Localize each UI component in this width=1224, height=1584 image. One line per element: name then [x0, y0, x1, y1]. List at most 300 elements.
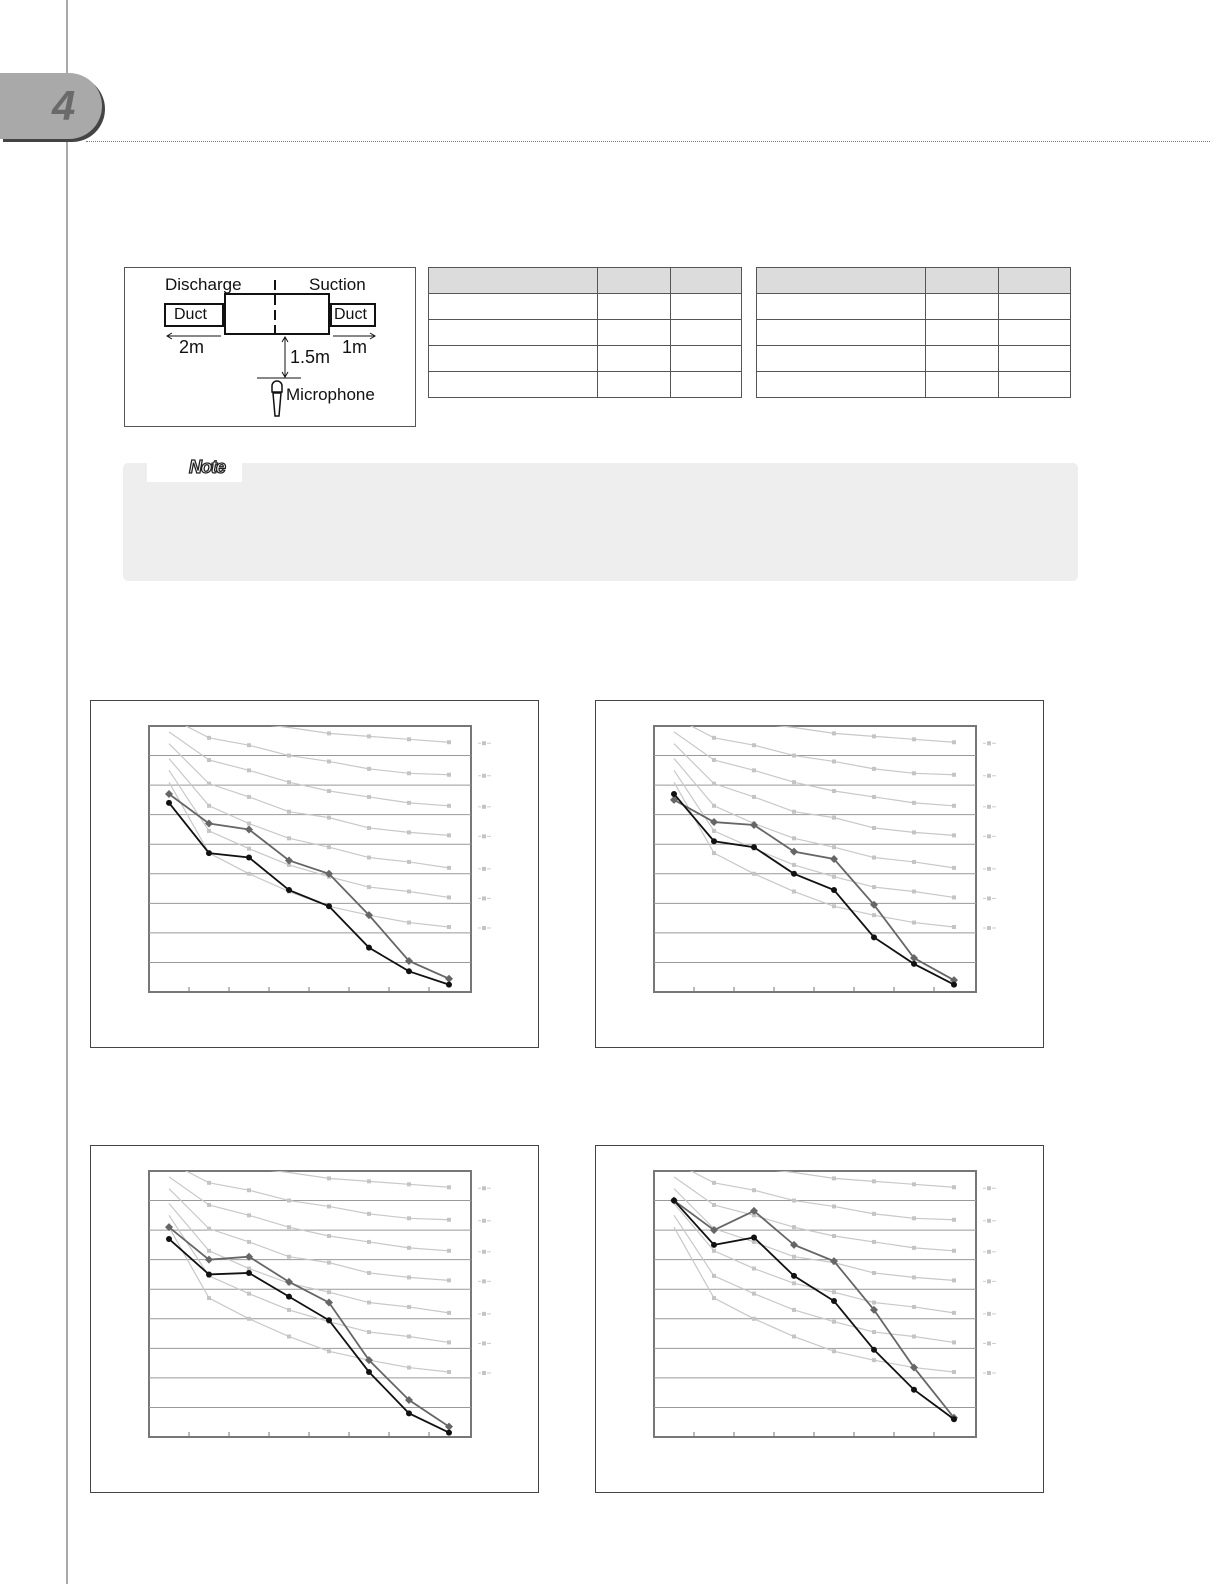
nc-curve-point [912, 1246, 916, 1250]
nc-curve-point [872, 1212, 876, 1216]
nc-curve-point [367, 1240, 371, 1244]
nc-curve-point [912, 1275, 916, 1279]
table-cell [757, 294, 926, 320]
nc-curve-marker [482, 1219, 486, 1223]
nc-curve-point [287, 1199, 291, 1203]
table-row [429, 346, 742, 372]
chart-plot-3 [91, 1146, 538, 1492]
nc-curve-point [712, 736, 716, 740]
nc-curve-point [407, 830, 411, 834]
nc-curve-point [792, 754, 796, 758]
nc-curve-point [872, 767, 876, 771]
series-1-point [671, 791, 677, 797]
nc-curve-point [247, 1240, 251, 1244]
nc-curve-point [792, 863, 796, 867]
nc-curve-point [367, 1271, 371, 1275]
nc-curve-point [952, 1311, 956, 1315]
series-1-point [286, 887, 292, 893]
nc-curve-point [832, 1234, 836, 1238]
nc-curve-marker [482, 741, 486, 745]
nc-curve-point [447, 1249, 451, 1253]
nc-curve-point [872, 1240, 876, 1244]
nc-curve-marker [987, 926, 991, 930]
series-1-point [206, 1271, 212, 1277]
nc-curve-marker [987, 1279, 991, 1283]
nc-curve-point [447, 1340, 451, 1344]
series-1-point [326, 903, 332, 909]
nc-curve-point [447, 866, 451, 870]
nc-curve-point [832, 731, 836, 735]
nc-curve-point [447, 804, 451, 808]
nc-curve-point [247, 872, 251, 876]
series-1-point [751, 1235, 757, 1241]
series-1-point [951, 1416, 957, 1422]
table-cell [671, 294, 742, 320]
series-1-point [166, 800, 172, 806]
nc-curve-point [447, 833, 451, 837]
series-1-point [871, 1347, 877, 1353]
nc-curve-point [832, 759, 836, 763]
nc-curve-marker [987, 1219, 991, 1223]
nc-curve-point [832, 875, 836, 879]
table-cell [429, 346, 598, 372]
table-cell [999, 294, 1071, 320]
table-cell [598, 372, 671, 398]
nc-curve-point [207, 782, 211, 786]
nc-curve-point [792, 1281, 796, 1285]
nc-curve-marker [987, 1371, 991, 1375]
table-cell [999, 372, 1071, 398]
nc-curve-point [367, 1179, 371, 1183]
table-cell [926, 294, 999, 320]
nc-curve-marker [987, 1186, 991, 1190]
plot-area [654, 726, 976, 992]
nc-curve-point [952, 740, 956, 744]
table-cell [757, 320, 926, 346]
nc-curve-point [712, 1296, 716, 1300]
series-1-point [711, 838, 717, 844]
left-duct-label: Duct [174, 306, 207, 323]
table-row [429, 320, 742, 346]
nc-curve-point [247, 847, 251, 851]
nc-curve-point [832, 904, 836, 908]
nc-curve-point [367, 1301, 371, 1305]
microphone-label: Microphone [286, 385, 375, 404]
nc-curve-point [792, 836, 796, 840]
nc-curve-point [207, 736, 211, 740]
plot-area [149, 726, 471, 992]
nc-curve-point [207, 829, 211, 833]
nc-curve-point [792, 890, 796, 894]
nc-curve-point [752, 872, 756, 876]
nc-curve-point [912, 1335, 916, 1339]
table-cell [429, 268, 598, 294]
nc-curve-marker [482, 805, 486, 809]
series-1-point [951, 982, 957, 988]
nc-curve-point [752, 743, 756, 747]
nc-curve-point [832, 1290, 836, 1294]
sound-chart-2 [595, 700, 1044, 1048]
nc-curve-point [872, 734, 876, 738]
table-cell [926, 346, 999, 372]
nc-curve-point [247, 1267, 251, 1271]
table-cell [671, 268, 742, 294]
nc-curve-point [247, 768, 251, 772]
nc-curve-marker [482, 926, 486, 930]
series-1-point [366, 1369, 372, 1375]
series-1-point [791, 1273, 797, 1279]
nc-curve-point [367, 1212, 371, 1216]
nc-curve-point [407, 1335, 411, 1339]
nc-curve-point [712, 1274, 716, 1278]
series-1-point [446, 982, 452, 988]
nc-curve-marker [482, 1279, 486, 1283]
sound-chart-4 [595, 1145, 1044, 1493]
nc-curve-point [447, 1370, 451, 1374]
nc-curve-point [912, 1182, 916, 1186]
sound-chart-3 [90, 1145, 539, 1493]
nc-curve-point [792, 1199, 796, 1203]
nc-curve-point [327, 1349, 331, 1353]
nc-curve-point [407, 890, 411, 894]
nc-curve-point [327, 1176, 331, 1180]
nc-curve-point [367, 856, 371, 860]
nc-curve-point [712, 829, 716, 833]
nc-curve-point [792, 780, 796, 784]
nc-curve-point [872, 856, 876, 860]
nc-curve-point [447, 925, 451, 929]
unit-box [225, 294, 329, 334]
series-1-point [831, 887, 837, 893]
nc-curve-point [872, 1271, 876, 1275]
nc-curve-marker [482, 1186, 486, 1190]
table-cell [429, 294, 598, 320]
nc-curve-marker [987, 1312, 991, 1316]
chapter-tab [0, 73, 102, 139]
microphone-icon [272, 381, 282, 392]
nc-curve-point [447, 773, 451, 777]
nc-curve-point [752, 1317, 756, 1321]
nc-curve-point [287, 1225, 291, 1229]
table-row [757, 320, 1071, 346]
table-cell [757, 346, 926, 372]
nc-curve-point [207, 804, 211, 808]
series-1-point [246, 855, 252, 861]
nc-curve-point [832, 789, 836, 793]
table-cell [598, 268, 671, 294]
series-1-point [831, 1298, 837, 1304]
nc-curve-point [952, 1218, 956, 1222]
nc-curve-marker [987, 1250, 991, 1254]
nc-curve-point [792, 810, 796, 814]
nc-curve-point [872, 826, 876, 830]
table-header-row [429, 268, 742, 294]
table-cell [671, 372, 742, 398]
nc-curve-marker [987, 741, 991, 745]
nc-curve-point [447, 740, 451, 744]
nc-curve-point [752, 1292, 756, 1296]
nc-curve-point [207, 1227, 211, 1231]
nc-curve-point [952, 1249, 956, 1253]
nc-curve-point [872, 795, 876, 799]
table-cell [598, 294, 671, 320]
nc-curve-point [367, 767, 371, 771]
series-1-point [751, 844, 757, 850]
nc-curve-point [287, 1308, 291, 1312]
series-1-point [871, 934, 877, 940]
table-cell [999, 268, 1071, 294]
chart-plot-2 [596, 701, 1043, 1047]
table-cell [757, 372, 926, 398]
nc-curve-point [952, 773, 956, 777]
nc-curve-marker [987, 774, 991, 778]
nc-curve-point [407, 921, 411, 925]
series-1-point [671, 1198, 677, 1204]
plot-area [149, 1171, 471, 1437]
nc-curve-point [287, 836, 291, 840]
nc-curve-point [712, 851, 716, 855]
nc-curve-point [207, 1249, 211, 1253]
header-rule [86, 141, 1210, 142]
nc-curve-point [792, 1255, 796, 1259]
plot-area [654, 1171, 976, 1437]
table-cell [598, 346, 671, 372]
nc-curve-point [247, 795, 251, 799]
table-cell [757, 268, 926, 294]
series-1-point [206, 850, 212, 856]
nc-curve-point [832, 816, 836, 820]
nc-curve-point [712, 1181, 716, 1185]
nc-curve-point [447, 1311, 451, 1315]
nc-curve-point [207, 1181, 211, 1185]
right-duct-label: Duct [334, 306, 367, 323]
nc-curve-point [407, 771, 411, 775]
nc-curve-point [712, 782, 716, 786]
nc-curve-marker [482, 1341, 486, 1345]
nc-curve-point [912, 1305, 916, 1309]
nc-curve-point [367, 734, 371, 738]
nc-curve-point [952, 1370, 956, 1374]
nc-curve-marker [482, 896, 486, 900]
nc-curve-point [912, 890, 916, 894]
table-cell [926, 268, 999, 294]
nc-curve-point [367, 1330, 371, 1334]
nc-curve-point [247, 1188, 251, 1192]
nc-curve-point [327, 731, 331, 735]
nc-curve-point [407, 801, 411, 805]
table-cell [999, 346, 1071, 372]
table-cell [429, 372, 598, 398]
nc-curve-point [327, 1234, 331, 1238]
nc-curve-marker [987, 834, 991, 838]
note-label: Note [189, 457, 225, 477]
nc-curve-point [287, 810, 291, 814]
nc-curve-point [327, 789, 331, 793]
nc-curve-point [792, 1308, 796, 1312]
nc-curve-point [912, 771, 916, 775]
nc-curve-point [207, 758, 211, 762]
right-distance-label: 1m [342, 337, 368, 357]
nc-curve-marker [987, 1341, 991, 1345]
series-1-point [366, 945, 372, 951]
nc-curve-point [247, 1317, 251, 1321]
nc-curve-point [367, 885, 371, 889]
nc-curve-point [447, 1278, 451, 1282]
nc-curve-marker [482, 1250, 486, 1254]
nc-curve-point [407, 1182, 411, 1186]
nc-curve-point [952, 925, 956, 929]
nc-curve-point [832, 845, 836, 849]
nc-curve-point [952, 833, 956, 837]
nc-curve-point [832, 1204, 836, 1208]
series-1-point [246, 1270, 252, 1276]
nc-curve-point [752, 1240, 756, 1244]
nc-curve-marker [987, 867, 991, 871]
table-cell [671, 320, 742, 346]
table-row [757, 346, 1071, 372]
spec-table-left [428, 267, 742, 398]
nc-curve-point [367, 795, 371, 799]
table-cell [598, 320, 671, 346]
nc-curve-point [247, 822, 251, 826]
nc-curve-point [792, 1225, 796, 1229]
nc-curve-point [912, 1216, 916, 1220]
table-row [429, 294, 742, 320]
nc-curve-point [712, 1249, 716, 1253]
measurement-diagram [124, 267, 416, 427]
nc-curve-marker [482, 1312, 486, 1316]
left-distance-label: 2m [179, 337, 205, 357]
series-1-point [911, 961, 917, 967]
series-1-point [791, 871, 797, 877]
nc-curve-point [407, 1216, 411, 1220]
nc-curve-point [912, 801, 916, 805]
nc-curve-point [832, 1176, 836, 1180]
table-cell [671, 346, 742, 372]
nc-curve-marker [987, 805, 991, 809]
nc-curve-point [247, 743, 251, 747]
series-1-point [326, 1317, 332, 1323]
nc-curve-point [832, 1320, 836, 1324]
nc-curve-point [407, 1246, 411, 1250]
nc-curve-point [407, 1275, 411, 1279]
series-1-point [286, 1294, 292, 1300]
nc-curve-point [407, 737, 411, 741]
series-1-point [406, 1410, 412, 1416]
table-cell [926, 320, 999, 346]
nc-curve-point [287, 1335, 291, 1339]
series-1-point [911, 1387, 917, 1393]
nc-curve-point [952, 1185, 956, 1189]
nc-curve-marker [987, 896, 991, 900]
mic-distance-label: 1.5m [290, 347, 331, 367]
nc-curve-point [247, 1292, 251, 1296]
nc-curve-point [447, 1185, 451, 1189]
nc-curve-point [872, 913, 876, 917]
table-cell [926, 372, 999, 398]
nc-curve-point [792, 1335, 796, 1339]
nc-curve-point [872, 885, 876, 889]
nc-curve-marker [482, 1371, 486, 1375]
chart-plot-4 [596, 1146, 1043, 1492]
nc-curve-point [407, 1366, 411, 1370]
nc-curve-point [872, 1358, 876, 1362]
nc-curve-point [407, 860, 411, 864]
nc-curve-point [287, 1255, 291, 1259]
table-cell [429, 320, 598, 346]
nc-curve-point [327, 1290, 331, 1294]
table-cell [999, 320, 1071, 346]
nc-curve-point [752, 1188, 756, 1192]
nc-curve-point [712, 804, 716, 808]
nc-curve-marker [482, 774, 486, 778]
nc-curve-point [832, 1349, 836, 1353]
series-1-point [711, 1242, 717, 1248]
sound-chart-1 [90, 700, 539, 1048]
nc-curve-point [327, 1261, 331, 1265]
nc-curve-point [207, 1296, 211, 1300]
nc-curve-point [447, 1218, 451, 1222]
nc-curve-point [287, 754, 291, 758]
nc-curve-point [912, 830, 916, 834]
series-1-point [406, 968, 412, 974]
nc-curve-point [952, 866, 956, 870]
table-row [757, 294, 1071, 320]
spec-table-right [756, 267, 1071, 398]
page-margin-line [66, 0, 68, 1584]
nc-curve-point [407, 1305, 411, 1309]
series-1-point [166, 1236, 172, 1242]
discharge-label: Discharge [165, 275, 242, 294]
nc-curve-point [207, 1203, 211, 1207]
nc-curve-point [872, 1330, 876, 1334]
nc-curve-point [912, 921, 916, 925]
chapter-number: 4 [52, 82, 76, 129]
chart-plot-1 [91, 701, 538, 1047]
nc-curve-point [712, 1203, 716, 1207]
nc-curve-point [327, 816, 331, 820]
nc-curve-point [752, 1267, 756, 1271]
nc-curve-marker [482, 867, 486, 871]
nc-curve-point [872, 1179, 876, 1183]
table-row [757, 372, 1071, 398]
nc-curve-point [952, 1340, 956, 1344]
nc-curve-point [952, 1278, 956, 1282]
microphone-handle [273, 393, 281, 416]
nc-curve-point [447, 895, 451, 899]
suction-label: Suction [309, 275, 366, 294]
nc-curve-point [952, 804, 956, 808]
nc-curve-point [752, 768, 756, 772]
nc-curve-point [287, 780, 291, 784]
nc-curve-point [952, 895, 956, 899]
nc-curve-point [752, 795, 756, 799]
nc-curve-point [712, 758, 716, 762]
note-box [123, 463, 1078, 581]
nc-curve-point [247, 1213, 251, 1217]
nc-curve-point [912, 860, 916, 864]
nc-curve-marker [482, 834, 486, 838]
nc-curve-point [912, 737, 916, 741]
nc-curve-point [327, 1204, 331, 1208]
table-header-row [757, 268, 1071, 294]
table-row [429, 372, 742, 398]
nc-curve-point [327, 759, 331, 763]
nc-curve-point [367, 826, 371, 830]
nc-curve-point [872, 1301, 876, 1305]
nc-curve-point [327, 845, 331, 849]
series-1-point [446, 1430, 452, 1436]
